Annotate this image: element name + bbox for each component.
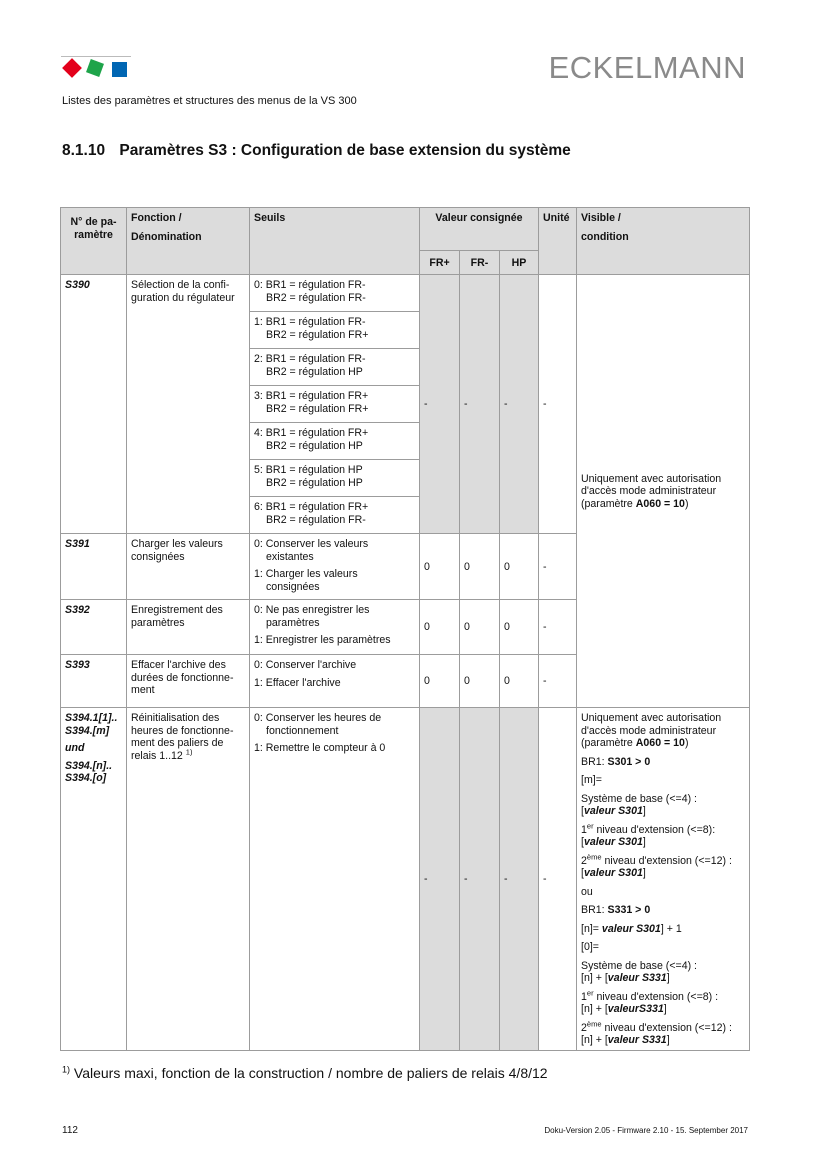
threshold-options: 0: Conserver l'archive 1: Effacer l'archive xyxy=(250,655,420,708)
header-function: Fonction / Dénomination xyxy=(127,208,250,275)
parameter-table xyxy=(60,207,750,1051)
value-fr-plus: - xyxy=(420,708,460,1051)
value-fr-plus: 0 xyxy=(420,600,460,655)
value-fr-plus: 0 xyxy=(420,534,460,600)
table-row xyxy=(61,708,750,1051)
value-fr-minus: 0 xyxy=(460,655,500,708)
value-hp: - xyxy=(500,275,539,534)
threshold-options: 0: Ne pas enregistrer les paramètres 1: Enregistrer les paramètres xyxy=(250,600,420,655)
header-unit: Unité xyxy=(539,208,577,275)
value-unit: - xyxy=(539,534,577,600)
value-fr-plus: - xyxy=(420,275,460,534)
value-hp: 0 xyxy=(500,655,539,708)
header-thresholds: Seuils xyxy=(250,208,420,275)
param-function: Charger les valeurs consignées xyxy=(127,534,250,600)
section-heading xyxy=(62,142,571,160)
header-param-no: N° de pa- ramètre xyxy=(61,208,127,275)
threshold-option: 6: BR1 = régulation FR+ BR2 = régulation FR- xyxy=(250,497,420,534)
page-number: 112 xyxy=(62,1125,78,1136)
visibility-condition: Uniquement avec autorisation d'accès mode administrateur (paramètre A060 = 10) BR1: S301 > 0 [m]= Système de base (<=4) : [valeur S301] 1er niveau d'extension (<=8): [valeur S301] 2ème niveau d'extension (<=12) : [valeur S301] ou BR1: S331 > 0 [n]= valeur S301] + 1 [0]= Système de base (<=4) : [n] + [valeur S331] 1er niveau d'extension (<=8) : [n] + [valeurS331] 2ème niveau d'extension (<=12) : [n] + [valeur S331] xyxy=(577,708,750,1051)
value-unit: - xyxy=(539,600,577,655)
threshold-option: 2: BR1 = régulation FR- BR2 = régulation HP xyxy=(250,349,420,386)
value-hp: 0 xyxy=(500,600,539,655)
param-id: S391 xyxy=(61,534,127,600)
value-fr-minus: - xyxy=(460,275,500,534)
threshold-option: 3: BR1 = régulation FR+ BR2 = régulation FR+ xyxy=(250,386,420,423)
value-unit: - xyxy=(539,708,577,1051)
threshold-option: 1: BR1 = régulation FR- BR2 = régulation FR+ xyxy=(250,312,420,349)
value-fr-plus: 0 xyxy=(420,655,460,708)
table-row xyxy=(61,275,750,312)
param-id: S394.1[1].. S394.[m] und S394.[n].. S394.[o] xyxy=(61,708,127,1051)
threshold-options: 0: Conserver les heures de fonctionnement 1: Remettre le compteur à 0 xyxy=(250,708,420,1051)
threshold-option: 4: BR1 = régulation FR+ BR2 = régulation HP xyxy=(250,423,420,460)
threshold-option: 0: BR1 = régulation FR- BR2 = régulation FR- xyxy=(250,275,420,312)
value-unit: - xyxy=(539,655,577,708)
threshold-option: 5: BR1 = régulation HP BR2 = régulation HP xyxy=(250,460,420,497)
document-subtitle: Listes des paramètres et structures des menus de la VS 300 xyxy=(62,95,357,107)
threshold-options: 0: Conserver les valeurs existantes 1: Charger les valeurs consignées xyxy=(250,534,420,600)
company-logo-icon xyxy=(61,56,131,80)
section-number: 8.1.10 xyxy=(62,142,106,159)
param-id: S390 xyxy=(61,275,127,534)
header-fr-plus: FR+ xyxy=(420,251,460,275)
footnote: $^{1)}$ Valeurs maxi, fonction de la construction / nombre de paliers de relais 4/8/12 xyxy=(62,1064,548,1081)
visibility-condition: Uniquement avec autorisation d'accès mode administrateur (paramètre A060 = 10) xyxy=(577,275,750,708)
value-hp: - xyxy=(500,708,539,1051)
doc-version: Doku-Version 2.05 - Firmware 2.10 - 15. September 2017 xyxy=(544,1126,748,1135)
value-hp: 0 xyxy=(500,534,539,600)
param-id: S393 xyxy=(61,655,127,708)
param-function: Enregistrement des paramètres xyxy=(127,600,250,655)
value-fr-minus: - xyxy=(460,708,500,1051)
header-visible: Visible / condition xyxy=(577,208,750,275)
param-function: Réinitialisation des heures de fonctionne- ment des paliers de relais 1..12 $^{1)}$ xyxy=(127,708,250,1051)
value-unit: - xyxy=(539,275,577,534)
value-fr-minus: 0 xyxy=(460,600,500,655)
header-setpoint: Valeur consignée xyxy=(420,208,539,251)
brand-name: ECKELMANN xyxy=(548,50,746,85)
param-function: Effacer l'archive des durées de fonctionne- ment xyxy=(127,655,250,708)
param-function: Sélection de la confi- guration du régulateur xyxy=(127,275,250,534)
section-title: Paramètres S3 : Configuration de base extension du système xyxy=(119,142,571,159)
header-fr-minus: FR- xyxy=(460,251,500,275)
param-id: S392 xyxy=(61,600,127,655)
header-hp: HP xyxy=(500,251,539,275)
value-fr-minus: 0 xyxy=(460,534,500,600)
